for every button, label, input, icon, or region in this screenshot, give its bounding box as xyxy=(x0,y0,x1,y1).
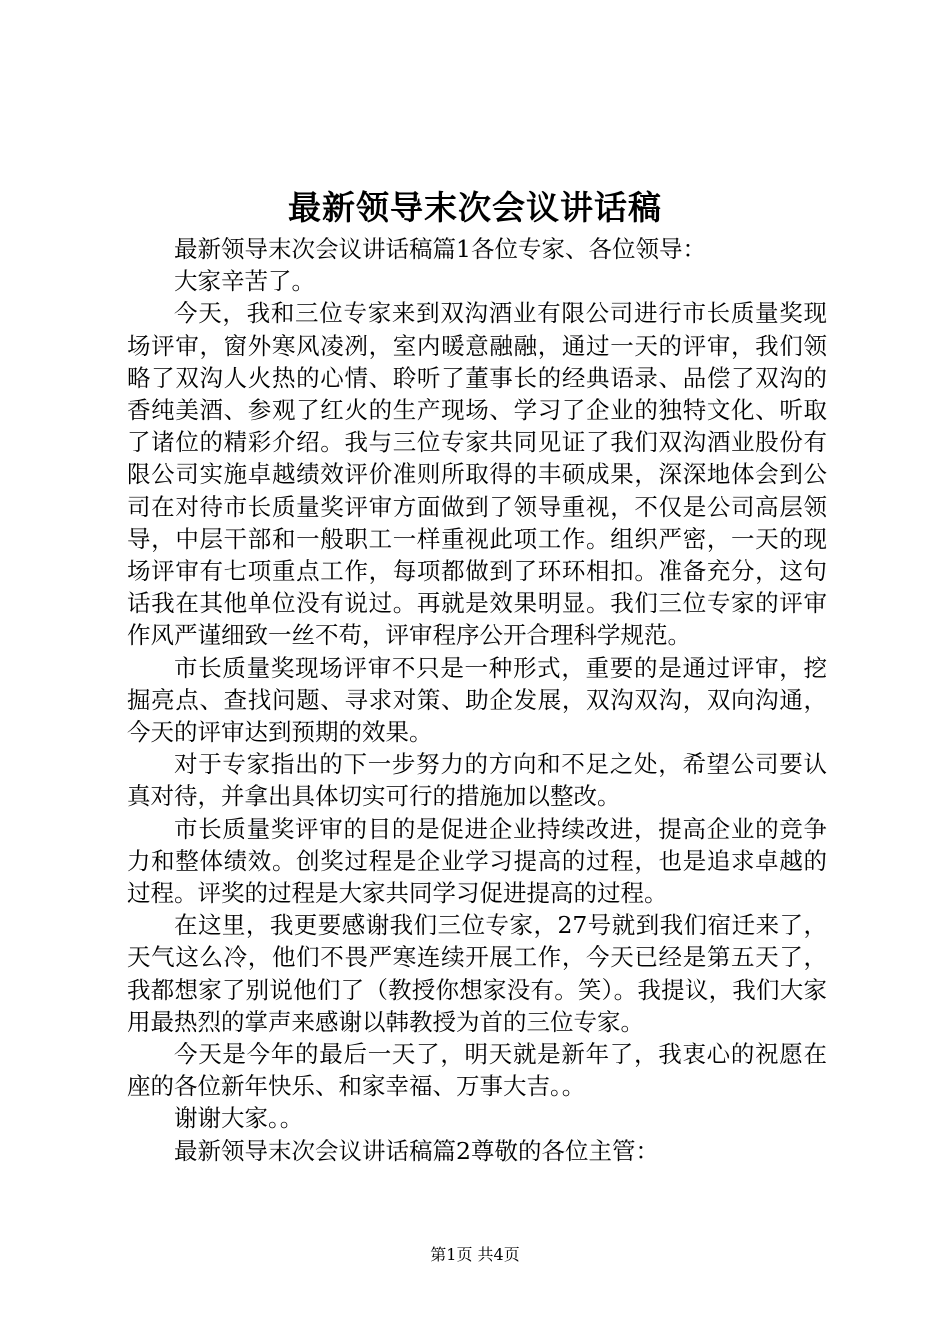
paragraph: 谢谢大家。。 xyxy=(174,1104,304,1133)
page-number-footer: 第1页 共4页 xyxy=(430,1245,520,1264)
document-body xyxy=(127,233,827,1167)
paragraph: 大家辛苦了。 xyxy=(174,267,315,296)
paragraph: 最新领导末次会议讲话稿篇2尊敬的各位主管： xyxy=(174,1136,659,1165)
paragraph: 在这里，我更要感谢我们三位专家，27号就到我们宿迁来了，天气这么冷，他们不畏严寒连续开展工作，今天已经是第五天了，我都想家了别说他们了（教授你想家没有。笑）。我提议，我们大家用最热烈的掌声来感谢以韩教授为首的三位专家。 xyxy=(127,911,827,1036)
paragraph: 今天是今年的最后一天了，明天就是新年了，我衷心的祝愿在座的各位新年快乐、和家幸福、万事大吉。。 xyxy=(127,1040,827,1101)
paragraph: 最新领导末次会议讲话稿篇1各位专家、各位领导： xyxy=(174,235,706,263)
paragraph: 对于专家指出的下一步努力的方向和不足之处，希望公司要认真对待，并拿出具体切实可行的措施加以整改。 xyxy=(127,750,827,811)
paragraph: 今天，我和三位专家来到双沟酒业有限公司进行市长质量奖现场评审，窗外寒风凌冽，室内暖意融融，通过一天的评审，我们领略了双沟人火热的心情、聆听了董事长的经典语录、品偿了双沟的香纯美酒、参观了红火的生产现场、学习了企业的独特文化、听取了诸位的精彩介绍。我与三位专家共同见证了我们双沟酒业股份有限公司实施卓越绩效评价准则所取得的丰硕成果，深深地体会到公司在对待市长质量奖评审方面做到了领导重视，不仅是公司高层领导，中层干部和一般职工一样重视此项工作。组织严密，一天的现场评审有七项重点工作，每项都做到了环环相扣。准备充分，这句话我在其他单位没有说过。再就是效果明显。我们三位专家的评审作风严谨细致一丝不苟，评审程序公开合理科学规范。 xyxy=(127,299,827,650)
paragraph: 市长质量奖评审的目的是促进企业持续改进，提高企业的竞争力和整体绩效。创奖过程是企业学习提高的过程，也是追求卓越的过程。评奖的过程是大家共同学习促进提高的过程。 xyxy=(127,814,827,908)
paragraph: 市长质量奖现场评审不只是一种形式，重要的是通过评审，挖掘亮点、查找问题、寻求对策、助企发展，双沟双沟，双向沟通，今天的评审达到预期的效果。 xyxy=(127,653,827,747)
document-title: 最新领导末次会议讲话稿 xyxy=(288,188,662,227)
